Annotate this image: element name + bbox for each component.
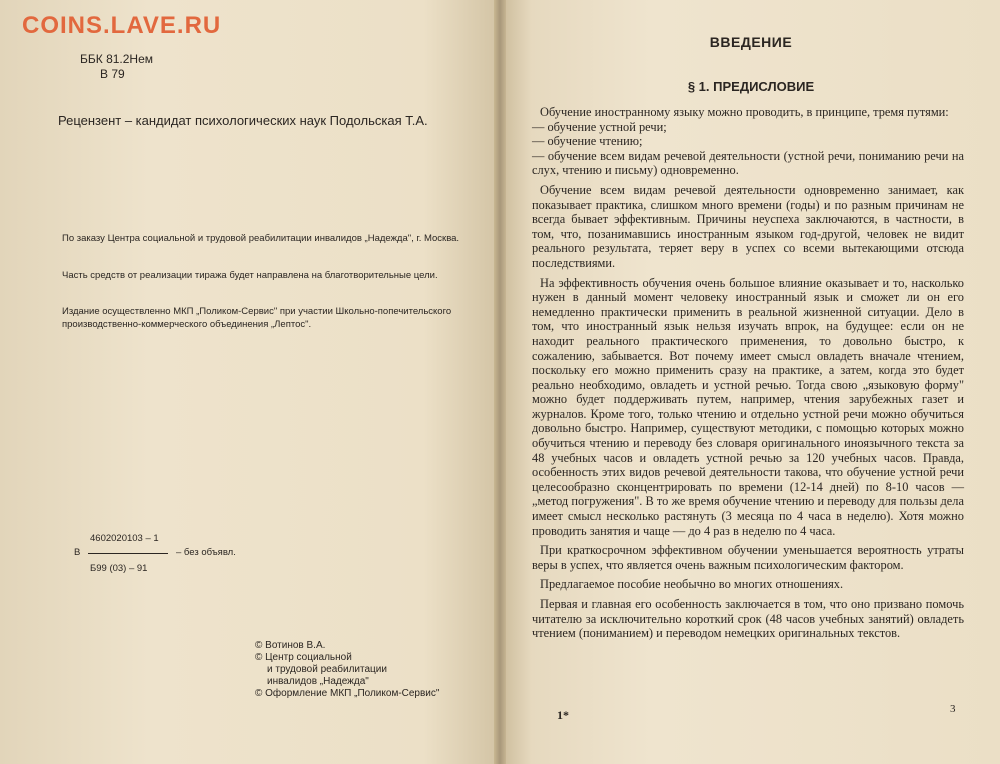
bbk-code: ББК 81.2Нем xyxy=(80,52,154,66)
isbn-code-second: Б99 (03) – 91 xyxy=(90,563,148,574)
copyright-block xyxy=(255,640,439,700)
paragraph: Обучение всем видам речевой деятельности одновременно занимает, как показывает практика, слишком много времени (годы) и по разным причинам не всегда бывает эффективным. Причины неуспеха заключаются, в частности, в том, что, позанимавшись иностранным языком год-другой, человек не видит реального результата, теряет веру в успех со всеми вытекающими отсюда последствиями. xyxy=(532,182,964,270)
copyright-line: инвалидов „Надежда" xyxy=(267,676,369,687)
paragraph: При краткосрочном эффективном обучении уменьшается вероятность утраты веры в успех, что является очень важным психологическим фактором. xyxy=(532,543,964,572)
paragraph: На эффективность обучения очень большое влияние оказывает и то, насколько нужен в данный момент человеку иностранный язык и сможет ли он его немедленно практически применить в реальной жизненной ситуации. Дело в том, что иностранный язык нельзя изучать впрок, на будущее: если он не находит реального практического применения, то довольно быстро, к сожалению, забывается. Вот почему имеет смысл овладеть вначале чтением, поскольку его можно применить сразу на практике, а затем, когда это будет реально необходимо, овладеть и устной речью. Тогда свою „языковую форму" можно будет поддерживать путем, например, чтения зарубежных газет и журналов. Кроме того, только чтению и отдельно устной речи можно обучиться довольно быстро. Например, существуют методики, с помощью которых можно обучиться чтению и переводу без словаря оригинального иноязычного текста за 48 учебных часов и овладеть устной речью за 120 учебных часов. Правда, особенность этих видов речевой деятельности такова, что обучение устной речи целесообразно сконцентрировать по времени (12-14 дней) по 8-10 часов — „метод погружения". В то же время обучение чтению и переводу для пользы дела имеет смысл несколько растянуть (3 месяца по 4 часа в неделю). Хотя можно проводить занятия и чаще — до 4 раз в неделю по 4 часа. xyxy=(532,275,964,538)
isbn-code: 4602020103 – 1 xyxy=(90,533,159,544)
paragraph: Предлагаемое пособие необычно во многих отношениях. xyxy=(540,577,844,592)
page-number: 3 xyxy=(950,703,956,715)
isbn-tail: – без объявл. xyxy=(176,547,236,558)
list-item: — обучение устной речи; xyxy=(532,119,667,134)
library-classification xyxy=(80,52,153,82)
copyright-line: © Центр социальной xyxy=(255,652,352,663)
copyright-line: и трудовой реабилитации xyxy=(267,664,387,675)
charity-note: Часть средств от реализации тиража будет направлена на благотворительные цели. xyxy=(62,270,438,281)
publisher-note: Издание осуществленно МКП „Поликом-Сервис" при участии Школьно-попечительского производственно-коммерческого объединения „Лептос". xyxy=(62,306,452,330)
reviewer-line: Рецензент – кандидат психологических наук Подольская Т.А. xyxy=(58,113,428,128)
list-item: — обучение чтению; xyxy=(532,134,643,149)
book-gutter xyxy=(494,0,506,764)
paragraph: Первая и главная его особенность заключается в том, что оно призвано помочь читателю за исключительно короткий срок (48 часов учебных занятий) овладеть чтением (пониманием) и переводом немецких оригинальных текстов. xyxy=(532,597,964,641)
isbn-fraction-line xyxy=(88,553,168,554)
isbn-letter: В xyxy=(74,547,81,558)
catalog-code: В 79 xyxy=(100,67,125,81)
paragraph: Обучение иностранному языку можно проводить, в принципе, тремя путями: xyxy=(540,105,949,119)
watermark: COINS.LAVE.RU xyxy=(22,12,222,39)
copyright-line: © Вотинов В.А. xyxy=(255,640,326,651)
chapter-title: ВВЕДЕНИЕ xyxy=(709,34,793,50)
body-text xyxy=(532,105,964,646)
printer-signature: 1* xyxy=(557,708,569,722)
copyright-line: © Оформление МКП „Поликом-Сервис" xyxy=(255,688,440,699)
section-title: § 1. ПРЕДИСЛОВИЕ xyxy=(687,79,815,94)
order-note: По заказу Центра социальной и трудовой реабилитации инвалидов „Надежда", г. Москва. xyxy=(62,233,460,244)
list-item: — обучение всем видам речевой деятельности (устной речи, пониманию речи на слух, чтению и письму) одновременно. xyxy=(532,148,964,178)
isbn-block xyxy=(76,532,276,582)
